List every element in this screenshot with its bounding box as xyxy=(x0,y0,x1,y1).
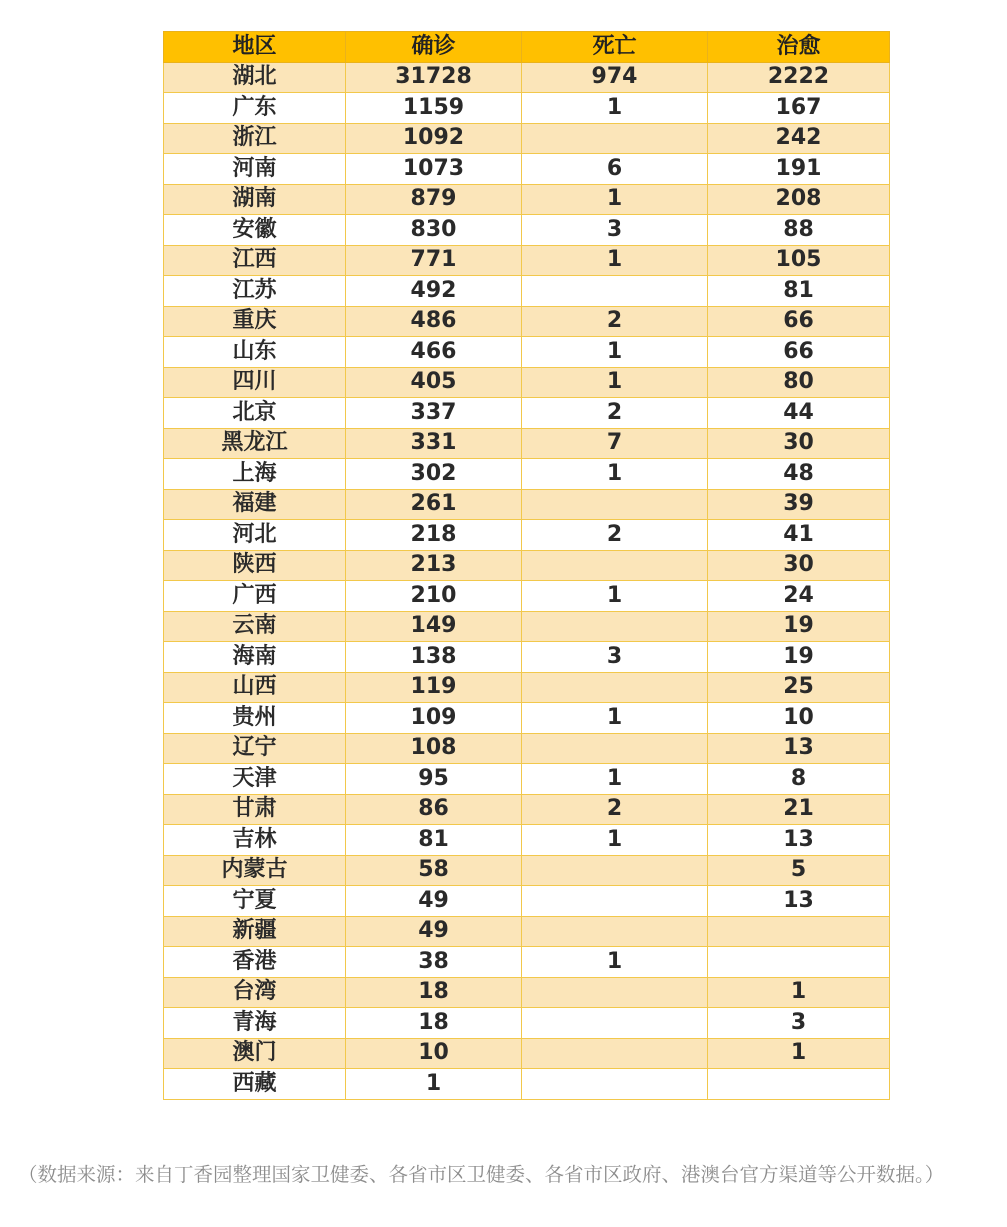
table-row xyxy=(164,550,890,581)
table-row xyxy=(164,367,890,398)
table-row xyxy=(164,306,890,337)
cell-region: 香港 xyxy=(164,947,346,978)
cell-region: 广西 xyxy=(164,581,346,612)
table-row xyxy=(164,1008,890,1039)
cell-recovered: 66 xyxy=(708,337,890,368)
cell-deaths: 1 xyxy=(522,245,708,276)
cell-deaths xyxy=(522,855,708,886)
table-row xyxy=(164,398,890,429)
table-row xyxy=(164,184,890,215)
cell-recovered: 191 xyxy=(708,154,890,185)
cell-region: 湖南 xyxy=(164,184,346,215)
cell-recovered: 80 xyxy=(708,367,890,398)
cell-deaths: 6 xyxy=(522,154,708,185)
cell-deaths xyxy=(522,977,708,1008)
cell-deaths: 1 xyxy=(522,367,708,398)
table-row xyxy=(164,794,890,825)
table-row xyxy=(164,337,890,368)
table-row xyxy=(164,977,890,1008)
cell-recovered: 1 xyxy=(708,1038,890,1069)
cell-recovered: 66 xyxy=(708,306,890,337)
cell-confirmed: 81 xyxy=(346,825,522,856)
cell-confirmed: 213 xyxy=(346,550,522,581)
table-row xyxy=(164,764,890,795)
cell-region: 广东 xyxy=(164,93,346,124)
table-row xyxy=(164,672,890,703)
cell-recovered: 1 xyxy=(708,977,890,1008)
table-row xyxy=(164,947,890,978)
table-row xyxy=(164,825,890,856)
cell-deaths xyxy=(522,550,708,581)
cell-recovered: 39 xyxy=(708,489,890,520)
cell-recovered: 13 xyxy=(708,825,890,856)
cell-recovered: 105 xyxy=(708,245,890,276)
cell-confirmed: 138 xyxy=(346,642,522,673)
cell-confirmed: 486 xyxy=(346,306,522,337)
cell-region: 云南 xyxy=(164,611,346,642)
table-body xyxy=(164,62,890,1099)
cell-deaths: 1 xyxy=(522,184,708,215)
cell-confirmed: 331 xyxy=(346,428,522,459)
table-row xyxy=(164,916,890,947)
cell-deaths xyxy=(522,672,708,703)
cell-recovered: 13 xyxy=(708,733,890,764)
cell-confirmed: 210 xyxy=(346,581,522,612)
cell-region: 山东 xyxy=(164,337,346,368)
cell-region: 陕西 xyxy=(164,550,346,581)
table-row xyxy=(164,886,890,917)
cell-region: 河北 xyxy=(164,520,346,551)
cell-confirmed: 1159 xyxy=(346,93,522,124)
table-row xyxy=(164,489,890,520)
cell-confirmed: 830 xyxy=(346,215,522,246)
table-row xyxy=(164,93,890,124)
cell-region: 辽宁 xyxy=(164,733,346,764)
cell-region: 内蒙古 xyxy=(164,855,346,886)
cell-region: 浙江 xyxy=(164,123,346,154)
cell-confirmed: 405 xyxy=(346,367,522,398)
cell-deaths xyxy=(522,1069,708,1100)
cell-deaths: 1 xyxy=(522,93,708,124)
cell-confirmed: 492 xyxy=(346,276,522,307)
header-confirmed: 确诊 xyxy=(346,32,522,63)
cell-recovered: 208 xyxy=(708,184,890,215)
cell-deaths: 1 xyxy=(522,947,708,978)
cell-recovered: 48 xyxy=(708,459,890,490)
table-row xyxy=(164,642,890,673)
cell-deaths: 7 xyxy=(522,428,708,459)
cell-deaths xyxy=(522,276,708,307)
header-recovered: 治愈 xyxy=(708,32,890,63)
cell-recovered xyxy=(708,1069,890,1100)
cell-confirmed: 109 xyxy=(346,703,522,734)
cell-confirmed: 31728 xyxy=(346,62,522,93)
cell-deaths xyxy=(522,489,708,520)
cell-recovered: 30 xyxy=(708,550,890,581)
cell-deaths: 3 xyxy=(522,642,708,673)
table-row xyxy=(164,520,890,551)
cell-deaths xyxy=(522,886,708,917)
table-row xyxy=(164,245,890,276)
cell-deaths: 2 xyxy=(522,794,708,825)
cell-confirmed: 337 xyxy=(346,398,522,429)
table-row xyxy=(164,428,890,459)
source-note: （数据来源：来自丁香园整理国家卫健委、各省市区卫健委、各省市区政府、港澳台官方渠道等公开数据。） xyxy=(18,1163,945,1186)
cell-region: 江西 xyxy=(164,245,346,276)
cell-recovered: 19 xyxy=(708,611,890,642)
cell-deaths: 1 xyxy=(522,703,708,734)
cell-recovered: 5 xyxy=(708,855,890,886)
cell-recovered: 25 xyxy=(708,672,890,703)
table-row xyxy=(164,611,890,642)
cell-confirmed: 119 xyxy=(346,672,522,703)
cell-recovered: 19 xyxy=(708,642,890,673)
cell-deaths: 1 xyxy=(522,337,708,368)
cell-deaths xyxy=(522,611,708,642)
cell-confirmed: 1092 xyxy=(346,123,522,154)
cell-deaths: 2 xyxy=(522,306,708,337)
cell-confirmed: 49 xyxy=(346,916,522,947)
cell-recovered: 242 xyxy=(708,123,890,154)
header-region: 地区 xyxy=(164,32,346,63)
cell-deaths xyxy=(522,916,708,947)
cell-region: 安徽 xyxy=(164,215,346,246)
cell-region: 台湾 xyxy=(164,977,346,1008)
cell-region: 青海 xyxy=(164,1008,346,1039)
cell-confirmed: 95 xyxy=(346,764,522,795)
cell-deaths: 2 xyxy=(522,398,708,429)
cell-confirmed: 18 xyxy=(346,977,522,1008)
table-header-row xyxy=(164,32,890,63)
header-deaths: 死亡 xyxy=(522,32,708,63)
cell-recovered xyxy=(708,947,890,978)
cell-region: 新疆 xyxy=(164,916,346,947)
cell-recovered: 13 xyxy=(708,886,890,917)
cell-recovered: 10 xyxy=(708,703,890,734)
cell-region: 宁夏 xyxy=(164,886,346,917)
cell-recovered: 3 xyxy=(708,1008,890,1039)
cell-region: 海南 xyxy=(164,642,346,673)
stats-table-container xyxy=(163,31,889,1100)
cell-confirmed: 302 xyxy=(346,459,522,490)
cell-confirmed: 218 xyxy=(346,520,522,551)
table-row xyxy=(164,459,890,490)
cell-region: 澳门 xyxy=(164,1038,346,1069)
cell-confirmed: 1 xyxy=(346,1069,522,1100)
cell-confirmed: 771 xyxy=(346,245,522,276)
cell-region: 湖北 xyxy=(164,62,346,93)
cell-recovered xyxy=(708,916,890,947)
cell-recovered: 81 xyxy=(708,276,890,307)
cell-confirmed: 1073 xyxy=(346,154,522,185)
cell-deaths: 1 xyxy=(522,581,708,612)
cell-recovered: 24 xyxy=(708,581,890,612)
epidemic-stats-table xyxy=(163,31,890,1100)
cell-deaths xyxy=(522,123,708,154)
cell-confirmed: 10 xyxy=(346,1038,522,1069)
cell-confirmed: 149 xyxy=(346,611,522,642)
cell-confirmed: 49 xyxy=(346,886,522,917)
cell-deaths: 974 xyxy=(522,62,708,93)
table-row xyxy=(164,581,890,612)
cell-region: 江苏 xyxy=(164,276,346,307)
cell-deaths xyxy=(522,1038,708,1069)
cell-deaths xyxy=(522,1008,708,1039)
cell-region: 北京 xyxy=(164,398,346,429)
cell-region: 山西 xyxy=(164,672,346,703)
cell-recovered: 21 xyxy=(708,794,890,825)
cell-deaths: 1 xyxy=(522,764,708,795)
cell-region: 重庆 xyxy=(164,306,346,337)
cell-region: 贵州 xyxy=(164,703,346,734)
cell-confirmed: 86 xyxy=(346,794,522,825)
cell-region: 河南 xyxy=(164,154,346,185)
cell-recovered: 44 xyxy=(708,398,890,429)
cell-region: 甘肃 xyxy=(164,794,346,825)
cell-region: 吉林 xyxy=(164,825,346,856)
cell-deaths: 1 xyxy=(522,825,708,856)
table-row xyxy=(164,855,890,886)
cell-recovered: 8 xyxy=(708,764,890,795)
table-row xyxy=(164,62,890,93)
cell-confirmed: 58 xyxy=(346,855,522,886)
cell-region: 西藏 xyxy=(164,1069,346,1100)
cell-recovered: 30 xyxy=(708,428,890,459)
cell-deaths xyxy=(522,733,708,764)
cell-region: 四川 xyxy=(164,367,346,398)
table-row xyxy=(164,123,890,154)
cell-deaths: 1 xyxy=(522,459,708,490)
cell-deaths: 2 xyxy=(522,520,708,551)
cell-recovered: 2222 xyxy=(708,62,890,93)
table-row xyxy=(164,1069,890,1100)
cell-confirmed: 108 xyxy=(346,733,522,764)
cell-confirmed: 879 xyxy=(346,184,522,215)
cell-recovered: 167 xyxy=(708,93,890,124)
cell-deaths: 3 xyxy=(522,215,708,246)
cell-confirmed: 466 xyxy=(346,337,522,368)
cell-region: 黑龙江 xyxy=(164,428,346,459)
table-row xyxy=(164,154,890,185)
cell-region: 上海 xyxy=(164,459,346,490)
cell-region: 福建 xyxy=(164,489,346,520)
table-row xyxy=(164,276,890,307)
cell-recovered: 41 xyxy=(708,520,890,551)
cell-recovered: 88 xyxy=(708,215,890,246)
table-row xyxy=(164,733,890,764)
cell-confirmed: 261 xyxy=(346,489,522,520)
table-row xyxy=(164,215,890,246)
table-row xyxy=(164,1038,890,1069)
cell-region: 天津 xyxy=(164,764,346,795)
cell-confirmed: 18 xyxy=(346,1008,522,1039)
cell-confirmed: 38 xyxy=(346,947,522,978)
table-row xyxy=(164,703,890,734)
